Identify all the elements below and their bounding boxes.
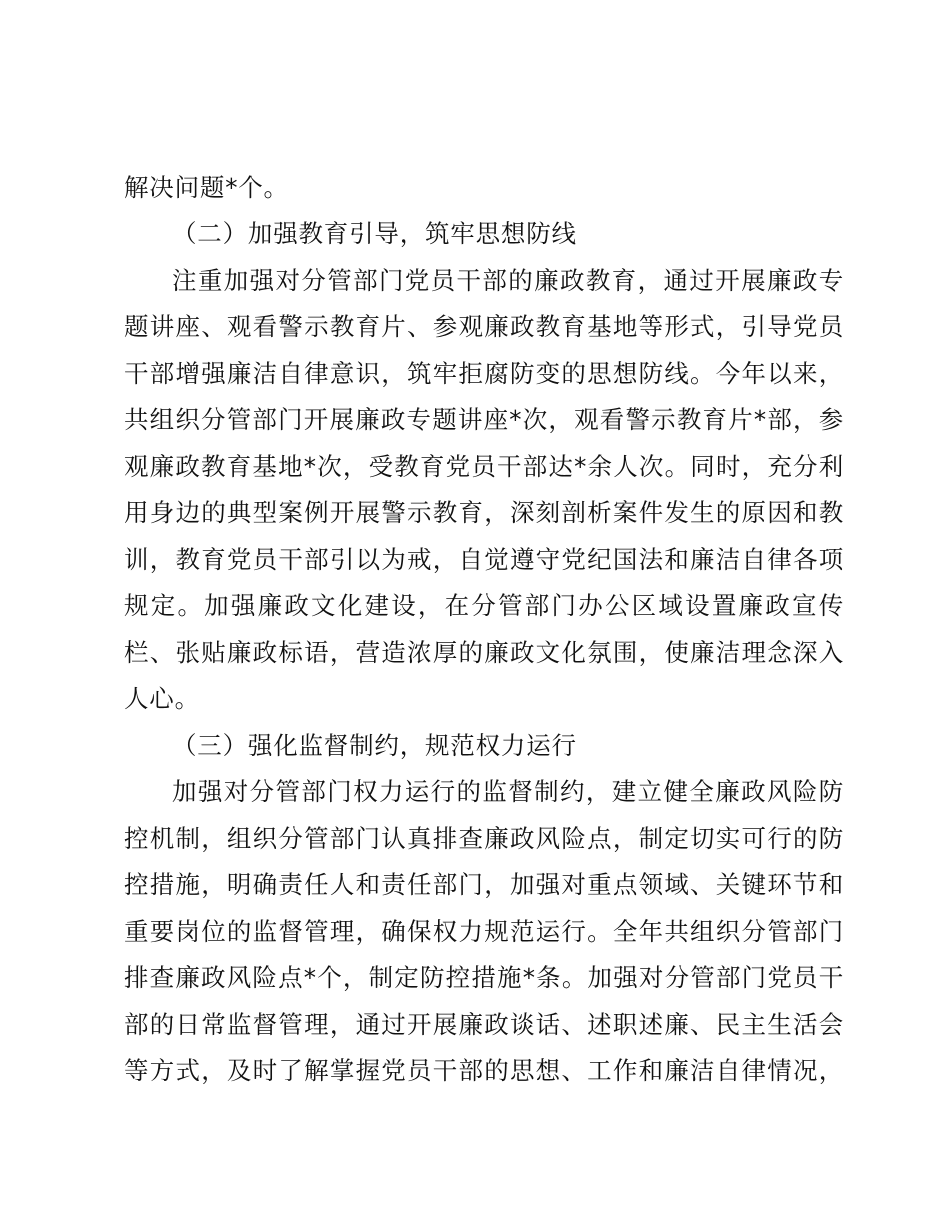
section-heading-2: （二）加强教育引导，筑牢思想防线	[172, 219, 577, 248]
body-line: 观廉政教育基地*次，受教育党员干部达*余人次。同时，充分利	[124, 452, 844, 481]
body-line: 训，教育党员干部引以为戒，自觉遵守党纪国法和廉洁自律各项	[124, 545, 844, 574]
body-line: 共组织分管部门开展廉政专题讲座*次，观看警示教育片*部，参	[124, 405, 844, 434]
body-line: 题讲座、观看警示教育片、参观廉政教育基地等形式，引导党员	[124, 312, 844, 341]
paragraph-end-line: 人心。	[124, 684, 200, 713]
body-line: 控机制，组织分管部门认真排查廉政风险点，制定切实可行的防	[124, 824, 844, 853]
body-line: 重要岗位的监督管理，确保权力规范运行。全年共组织分管部门	[124, 917, 844, 946]
body-line: 注重加强对分管部门党员干部的廉政教育，通过开展廉政专	[172, 266, 844, 295]
body-line: 等方式，及时了解掌握党员干部的思想、工作和廉洁自律情况，	[124, 1056, 844, 1085]
body-line: 栏、张贴廉政标语，营造浓厚的廉政文化氛围，使廉洁理念深入	[124, 638, 844, 667]
body-line: 控措施，明确责任人和责任部门，加强对重点领域、关键环节和	[124, 870, 844, 899]
paragraph-end-line: 解决问题*个。	[124, 173, 289, 202]
body-line: 用身边的典型案例开展警示教育，深刻剖析案件发生的原因和教	[124, 498, 844, 527]
body-line: 部的日常监督管理，通过开展廉政谈话、述职述廉、民主生活会	[124, 1010, 844, 1039]
section-heading-3: （三）强化监督制约，规范权力运行	[172, 731, 577, 760]
body-line: 排查廉政风险点*个，制定防控措施*条。加强对分管部门党员干	[124, 963, 844, 992]
body-line: 规定。加强廉政文化建设，在分管部门办公区域设置廉政宣传	[124, 591, 844, 620]
body-line: 加强对分管部门权力运行的监督制约，建立健全廉政风险防	[172, 777, 844, 806]
body-line: 干部增强廉洁自律意识，筑牢拒腐防变的思想防线。今年以来，	[124, 359, 844, 388]
